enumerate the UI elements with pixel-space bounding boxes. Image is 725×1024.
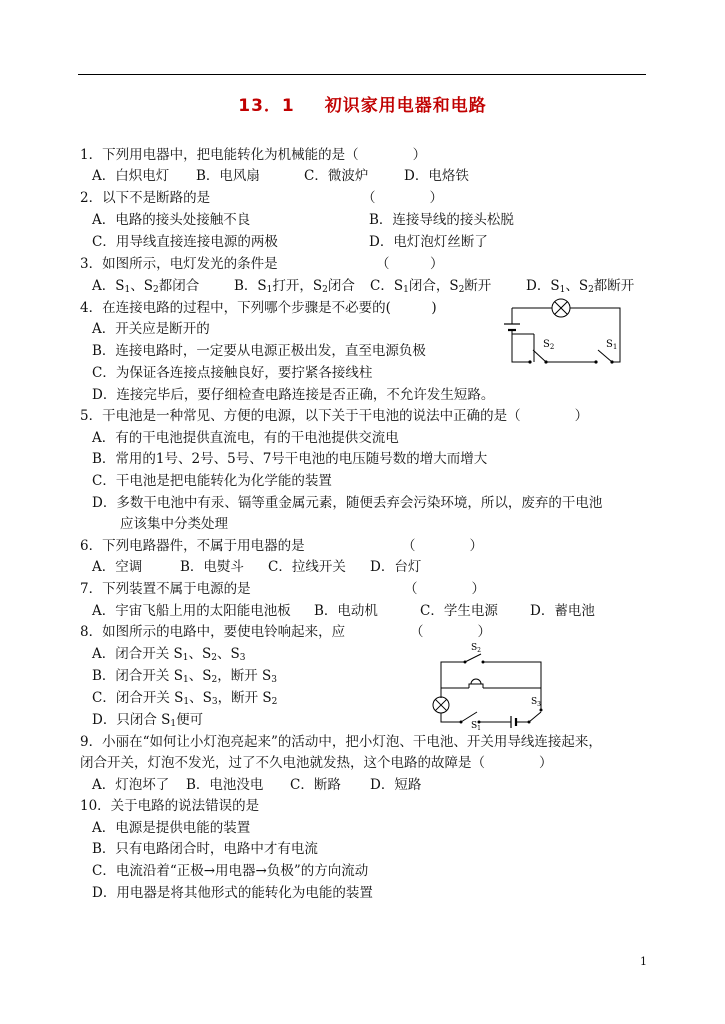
q2-option-b: B．连接导线的接头松脱	[369, 212, 514, 228]
q4-option-a: A．开关应是断开的	[92, 321, 210, 337]
q3-option-d: D．$S_1$、$S_2$都断开	[526, 278, 635, 295]
q2-option-c: C．用导线直接连接电源的两极	[92, 234, 278, 250]
q2-paren: （ ）	[362, 190, 443, 206]
q2-option-a: A．电路的接头处接触不良	[92, 212, 251, 228]
switch-label-s1: $S_1$	[471, 721, 481, 732]
switch-label-s2: $S_2$	[471, 643, 481, 654]
q3-stem: 3．如图所示，电灯发光的条件是	[80, 256, 278, 272]
q6-paren: （ ）	[402, 538, 483, 554]
q9-option-c: C．断路	[290, 777, 341, 793]
q6-option-a: A．空调	[92, 559, 143, 575]
q8-stem: 8．如图所示的电路中，要使电铃响起来，应	[80, 624, 346, 640]
q1-option-c: C．微波炉	[304, 168, 369, 184]
q1-option-d: D．电烙铁	[404, 168, 469, 184]
q7-option-b: B．电动机	[314, 603, 378, 619]
q8-option-b: B．闭合开关 $S_1$、$S_2$，断开 $S_3$	[92, 668, 277, 685]
switch-label-s1: $S_1$	[606, 339, 618, 351]
q10-option-c: C．电流沿着“正极→用电器→负极”的方向流动	[92, 863, 369, 879]
q6-option-d: D．台灯	[370, 559, 422, 575]
q9-option-d: D．短路	[370, 777, 422, 793]
q7-stem: 7．下列装置不属于电源的是	[80, 581, 251, 597]
q1-option-a: A．白炽电灯	[92, 168, 170, 184]
q6-option-c: C．拉线开关	[268, 559, 346, 575]
q3-option-a: A．$S_1$、$S_2$都闭合	[92, 278, 200, 295]
q3-paren: （ ）	[376, 256, 444, 272]
q9-option-a: A．灯泡坏了	[92, 777, 170, 793]
q10-stem: 10．关于电路的说法错误的是	[80, 798, 260, 814]
q1-stem: 1．下列用电器中，把电能转化为机械能的是（ ）	[80, 147, 427, 163]
q7-option-a: A．宇宙飞船上用的太阳能电池板	[92, 603, 291, 619]
q3-option-c: C．$S_1$闭合，$S_2$断开	[370, 278, 492, 295]
q6-stem: 6．下列电路器件，不属于用电器的是	[80, 538, 305, 554]
q4-option-d: D．连接完毕后，要仔细检查电路连接是否正确，不允许发生短路。	[92, 387, 495, 403]
q4-stem: 4．在连接电路的过程中，下列哪个步骤是不必要的( )	[80, 300, 437, 316]
q8-option-c: C．闭合开关 $S_1$、$S_3$，断开 $S_2$	[92, 690, 278, 707]
q4-option-b: B．连接电路时，一定要从电源正极出发，直至电源负极	[92, 343, 426, 359]
q7-option-c: C．学生电源	[420, 603, 498, 619]
switch-label-s2: $S_2$	[543, 339, 555, 351]
q2-stem: 2．以下不是断路的是	[80, 190, 211, 206]
q8-paren: （ ）	[410, 624, 491, 640]
q3-option-b: B．$S_1$打开，$S_2$闭合	[234, 278, 355, 295]
q5-option-d: D．多数干电池中有汞、镉等重金属元素，随便丢弃会污染环境，所以，废弃的干电池	[92, 495, 603, 511]
q8-option-d: D．只闭合 $S_1$便可	[92, 712, 204, 729]
q9-stem-line2: 闭合开关，灯泡不发光，过了不久电池就发热，这个电路的故障是（ ）	[80, 755, 553, 771]
q5-option-c: C．干电池是把电能转化为化学能的装置	[92, 473, 332, 489]
q5-option-a: A．有的干电池提供直流电，有的干电池提供交流电	[92, 430, 399, 446]
page-number: 1	[640, 955, 647, 968]
q10-option-a: A．电源是提供电能的装置	[92, 820, 251, 836]
q2-option-d: D．电灯泡灯丝断了	[369, 234, 488, 250]
page-title: 13．1 初识家用电器和电路	[238, 96, 487, 116]
q9-option-b: B．电池没电	[186, 777, 264, 793]
switch-label-s3: $S_3$	[531, 697, 541, 708]
circuit-diagram-q3	[500, 294, 635, 370]
q8-option-a: A．闭合开关 $S_1$、$S_2$、$S_3$	[92, 646, 246, 663]
q5-option-d-cont: 应该集中分类处理	[120, 516, 228, 532]
q4-option-c: C．为保证各连接点接触良好，要拧紧各接线柱	[92, 365, 373, 381]
q5-stem: 5．干电池是一种常见、方便的电源，以下关于干电池的说法中正确的是（ ）	[80, 408, 589, 424]
q6-option-b: B．电熨斗	[180, 559, 244, 575]
circuit-diagram-q8	[425, 640, 555, 732]
q10-option-d: D．用电器是将其他形式的能转化为电能的装置	[92, 885, 373, 901]
q5-option-b: B．常用的1号、2号、5号、7号干电池的电压随号数的增大而增大	[92, 451, 488, 467]
q1-option-b: B．电风扇	[196, 168, 260, 184]
q10-option-b: B．只有电路闭合时，电路中才有电流	[92, 841, 318, 857]
top-rule	[78, 74, 646, 75]
q7-paren: （ ）	[404, 581, 485, 597]
q7-option-d: D．蓄电池	[530, 603, 595, 619]
q9-stem-line1: 9．小丽在“如何让小灯泡亮起来”的活动中，把小灯泡、干电池、开关用导线连接起来，	[80, 734, 602, 750]
